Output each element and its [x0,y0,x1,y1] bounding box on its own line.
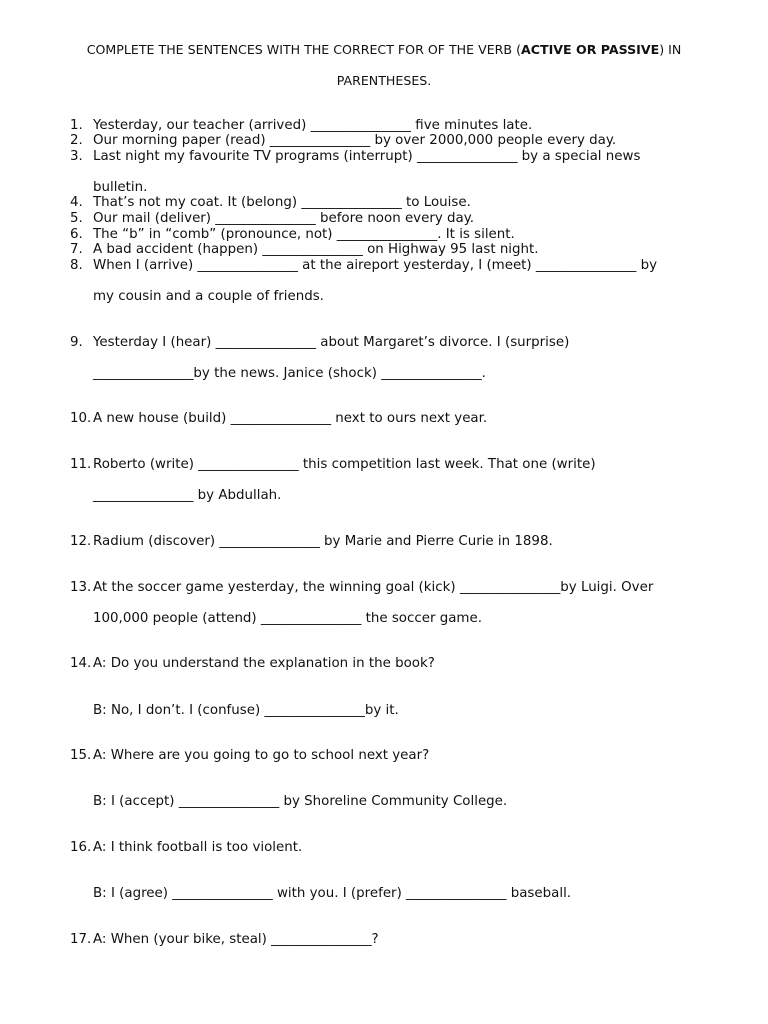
item-text: bulletin. [93,180,148,195]
item-number: 14. [70,656,92,671]
item-number: 7. [70,242,83,257]
item-number: 16. [70,840,92,855]
item-text: B: I (accept) _______________ by Shoreline Community College. [93,794,508,809]
item-text: Last night my favourite TV programs (interrupt) _______________ by a special news [93,149,641,164]
item-text: A: When (your bike, steal) _______________? [93,932,379,947]
item-number: 12. [70,534,92,549]
item-text: Roberto (write) _______________ this competition last week. That one (write) [93,457,596,472]
title-text-pre: COMPLETE THE SENTENCES WITH THE CORRECT FOR OF THE VERB ( [86,42,521,57]
item-text: B: I (agree) _______________ with you. I (prefer) _______________ baseball. [93,886,572,901]
item-text: A: Do you understand the explanation in the book? [93,656,435,671]
item-text: The “b” in “comb” (pronounce, not) _______________. It is silent. [93,227,515,242]
item-number: 11. [70,457,92,472]
item-text: _______________by the news. Janice (shock) _______________. [93,366,486,381]
item-number: 3. [70,149,83,164]
item-text: A bad accident (happen) _______________ on Highway 95 last night. [93,242,539,257]
item-number: 17. [70,932,92,947]
item-text: At the soccer game yesterday, the winning goal (kick) _______________by Luigi. Over [93,580,654,595]
item-text: Our morning paper (read) _______________ by over 2000,000 people every day. [93,133,617,148]
item-text: When I (arrive) _______________ at the aireport yesterday, I (meet) _______________ by [93,258,658,273]
item-number: 1. [70,118,83,133]
item-number: 10. [70,411,92,426]
item-number: 5. [70,211,83,226]
item-text: 100,000 people (attend) _______________ the soccer game. [93,611,482,626]
item-text: Yesterday, our teacher (arrived) _______________ five minutes late. [93,118,533,133]
page-title-line2: PARENTHESES. [336,73,432,88]
item-number: 13. [70,580,92,595]
item-text: B: No, I don’t. I (confuse) _______________by it. [93,703,399,718]
item-text: Yesterday I (hear) _______________ about Margaret’s divorce. I (surprise) [93,335,570,350]
title-text-bold: ACTIVE OR PASSIVE [521,42,660,57]
item-text: my cousin and a couple of friends. [93,289,324,304]
item-number: 4. [70,195,83,210]
item-text: _______________ by Abdullah. [93,488,282,503]
item-text: That’s not my coat. It (belong) _______________ to Louise. [93,195,471,210]
title-text-post: ) IN [659,42,682,57]
item-number: 2. [70,133,83,148]
item-text: A: I think football is too violent. [93,840,303,855]
item-number: 9. [70,335,83,350]
item-text: Radium (discover) _______________ by Marie and Pierre Curie in 1898. [93,534,553,549]
item-text: Our mail (deliver) _______________ before noon every day. [93,211,475,226]
item-number: 6. [70,227,83,242]
page-title [20,42,748,57]
item-text: A new house (build) _______________ next to ours next year. [93,411,488,426]
item-number: 15. [70,748,92,763]
item-number: 8. [70,258,83,273]
item-text: A: Where are you going to go to school next year? [93,748,430,763]
